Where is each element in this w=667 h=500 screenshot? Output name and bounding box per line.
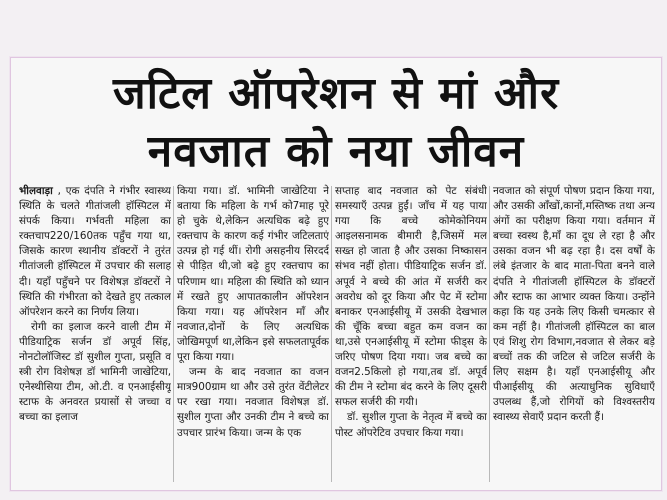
article-column-3 <box>335 184 487 484</box>
headline-line-2: नवजात को नया जीवन <box>147 126 525 177</box>
article-column-1 <box>19 184 171 484</box>
paragraph: डॉ. सुशील गुप्ता के नेतृत्व में बच्चे का पोस्ट ऑपरेटिव उपचार किया गया। <box>335 411 487 439</box>
article-column-2 <box>177 184 329 484</box>
paragraph <box>19 184 171 320</box>
paragraph: रोगी का इलाज करने वाली टीम में पीडियाट्रिक सर्जन डॉ अपूर्व सिंह, नोनटोलॉजिस्ट डॉ सुशील गुप्ता, प्रसूति व स्त्री रोग विशेषज्ञ डॉ भामिनी जाखेटिया, एनेस्थीसिया टीम, ओ.टी. व एनआईसीयू स्टाफ के अनवरत प्रयासों से जच्चा व बच्चा का इलाज <box>19 320 171 424</box>
column-divider <box>489 186 490 482</box>
column-divider <box>173 186 174 482</box>
article-column-4 <box>493 184 655 484</box>
paragraph: जन्म के बाद नवजात का वजन मात्र900ग्राम था और उसे तुरंत वेंटीलेटर पर रखा गया। नवजात विशेषज्ञ डॉ. सुशील गुप्ता और उनकी टीम ने बच्चे का उपचार प्रारंभ किया। जन्म के एक <box>177 366 329 439</box>
paragraph: नवजात को संपूर्ण पोषण प्रदान किया गया, और उसकी आँखों,कानों,मस्तिष्क तथा अन्य अंगों का परीक्षण किया गया। वर्तमान में बच्चा स्वस्थ है,माँ का दूध ले रहा है और उसका वजन भी बढ़ रहा है। दस वर्षों के लंबे इंतजार के बाद माता-पिता बनने वाले दंपति ने गीतांजली हॉस्पिटल के डॉक्टरों और स्टाफ का आभार व्यक्त किया। उन्होंने कहा कि यह उनके लिए किसी चमत्कार से कम नहीं है। गीतांजली हॉस्पिटल का बाल एवं शिशु रोग विभाग,नवजात से लेकर बड़े बच्चों तक की जटिल से जटिल सर्जरी के लिए सक्षम है। यहाँ एनआईसीयू और पीआईसीयू की अत्याधुनिक सुविधाएँ उपलब्ध हैं,जो रोगियों को विश्वस्तरीय स्वास्थ्य सेवाएँ प्रदान करती हैं। <box>493 185 655 424</box>
paragraph: सप्ताह बाद नवजात को पेट संबंधी समस्याएँ उत्पन्न हुईं। जाँच में यह पाया गया कि बच्चे कोमेकोनियम आइलसनामक बीमारी है,जिसमें मल सख्त हो जाता है और उसका निष्कासन संभव नहीं होता। पीडियाट्रिक सर्जन डॉ. अपूर्व ने बच्चे की आंत में सर्जरी कर अवरोध को दूर किया और पेट में स्टोमा बनाकर एनआईसीयू में उसकी देखभाल की चूँकि बच्चा बहुत कम वजन का था,उसे एनआईसीयू में स्टोमा फीड्स के जरिए पोषण दिया गया। जब बच्चे का वजन2.5किलो हो गया,तब डॉ. अपूर्व की टीम ने स्टोमा बंद करने के लिए दूसरी सफल सर्जरी की गयी। <box>335 185 487 409</box>
paragraph: किया गया। डॉ. भामिनी जाखेटिया ने बताया कि महिला के गर्भ को7माह पूरे हो चुके थे,लेकिन अत्यधिक बढ़े हुए रक्तचाप के कारण कई गंभीर जटिलताएं उत्पन्न हो गई थीं। रोगी असहनीय सिरदर्द से पीड़ित थी,जो बढ़े हुए रक्तचाप का परिणाम था। महिला की स्थिति को ध्यान में रखते हुए आपातकालीन ऑपरेशन किया गया। यह ऑपरेशन माँ और नवजात,दोनों के लिए अत्यधिक जोखिमपूर्ण था,लेकिन इसे सफलतापूर्वक पूरा किया गया। <box>177 185 329 364</box>
dateline: भीलवाड़ा <box>19 185 53 197</box>
news-clipping <box>10 57 662 491</box>
column-divider <box>331 186 332 482</box>
headline-line-1: जटिल ऑपरेशन से मां और <box>112 68 560 119</box>
paragraph-text: , एक दंपति ने गंभीर स्वास्थ्य स्थिति के चलते गीतांजली हॉस्पिटल में संपर्क किया। गर्भवती महिला का रक्तचाप220/160तक पहुँच गया था, जिसके कारण स्थानीय डॉक्टरों ने तुरंत गीतांजली हॉस्पिटल में उपचार की सलाह दी। यहाँ पहुँचने पर विशेषज्ञ डॉक्टरों ने स्थिति की गंभीरता को देखते हुए तत्काल ऑपरेशन करने का निर्णय लिया। <box>19 185 171 318</box>
